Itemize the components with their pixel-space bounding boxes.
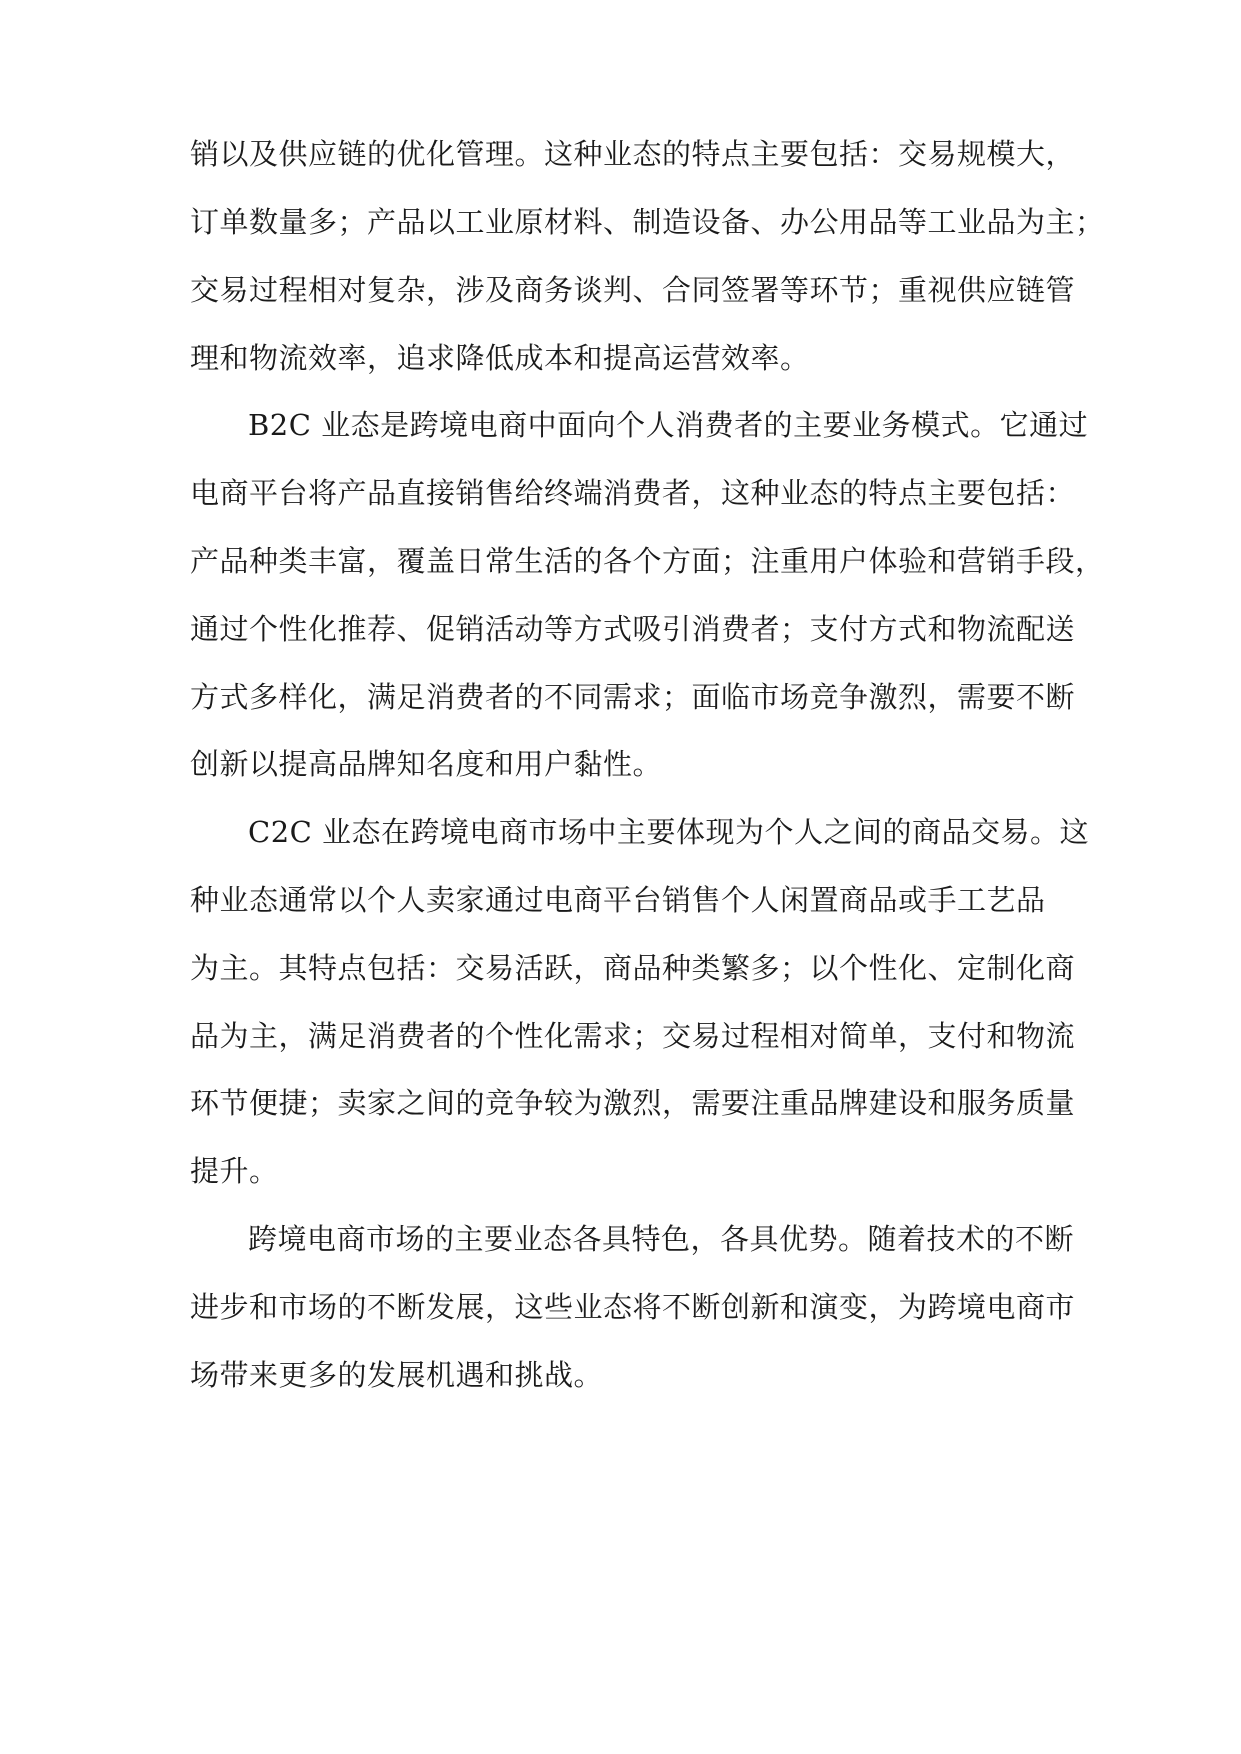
text-line: 通过个性化推荐、促销活动等方式吸引消费者；支付方式和物流配送 [190,612,1076,646]
text-line: 种业态通常以个人卖家通过电商平台销售个人闲置商品或手工艺品 [190,883,1046,917]
text-line: 产品种类丰富，覆盖日常生活的各个方面；注重用户体验和营销手段， [190,544,1105,578]
text-line: 提升。 [190,1154,279,1188]
text-line: 订单数量多；产品以工业原材料、制造设备、办公用品等工业品为主； [190,205,1105,239]
text-line: 电商平台将产品直接销售给终端消费者，这种业态的特点主要包括： [190,476,1076,510]
text-line: 品为主，满足消费者的个性化需求；交易过程相对简单，支付和物流 [190,1019,1076,1053]
text-line: 场带来更多的发展机遇和挑战。 [190,1358,604,1392]
text-line: 进步和市场的不断发展，这些业态将不断创新和演变，为跨境电商市 [190,1290,1076,1324]
paragraph-first-line: C2C 业态在跨境电商市场中主要体现为个人之间的商品交易。这 [248,815,1090,849]
paragraph-first-line: B2C 业态是跨境电商中面向个人消费者的主要业务模式。它通过 [248,408,1089,442]
text-line: 为主。其特点包括：交易活跃，商品种类繁多；以个性化、定制化商 [190,951,1076,985]
text-line: 交易过程相对复杂，涉及商务谈判、合同签署等环节；重视供应链管 [190,273,1076,307]
paragraph-first-line: 跨境电商市场的主要业态各具特色，各具优势。随着技术的不断 [248,1222,1075,1256]
text-line: 环节便捷；卖家之间的竞争较为激烈，需要注重品牌建设和服务质量 [190,1086,1076,1120]
text-line: 创新以提高品牌知名度和用户黏性。 [190,747,663,781]
text-line: 销以及供应链的优化管理。这种业态的特点主要包括：交易规模大， [190,137,1076,171]
text-line: 理和物流效率，追求降低成本和提高运营效率。 [190,341,810,375]
text-line: 方式多样化，满足消费者的不同需求；面临市场竞争激烈，需要不断 [190,680,1076,714]
